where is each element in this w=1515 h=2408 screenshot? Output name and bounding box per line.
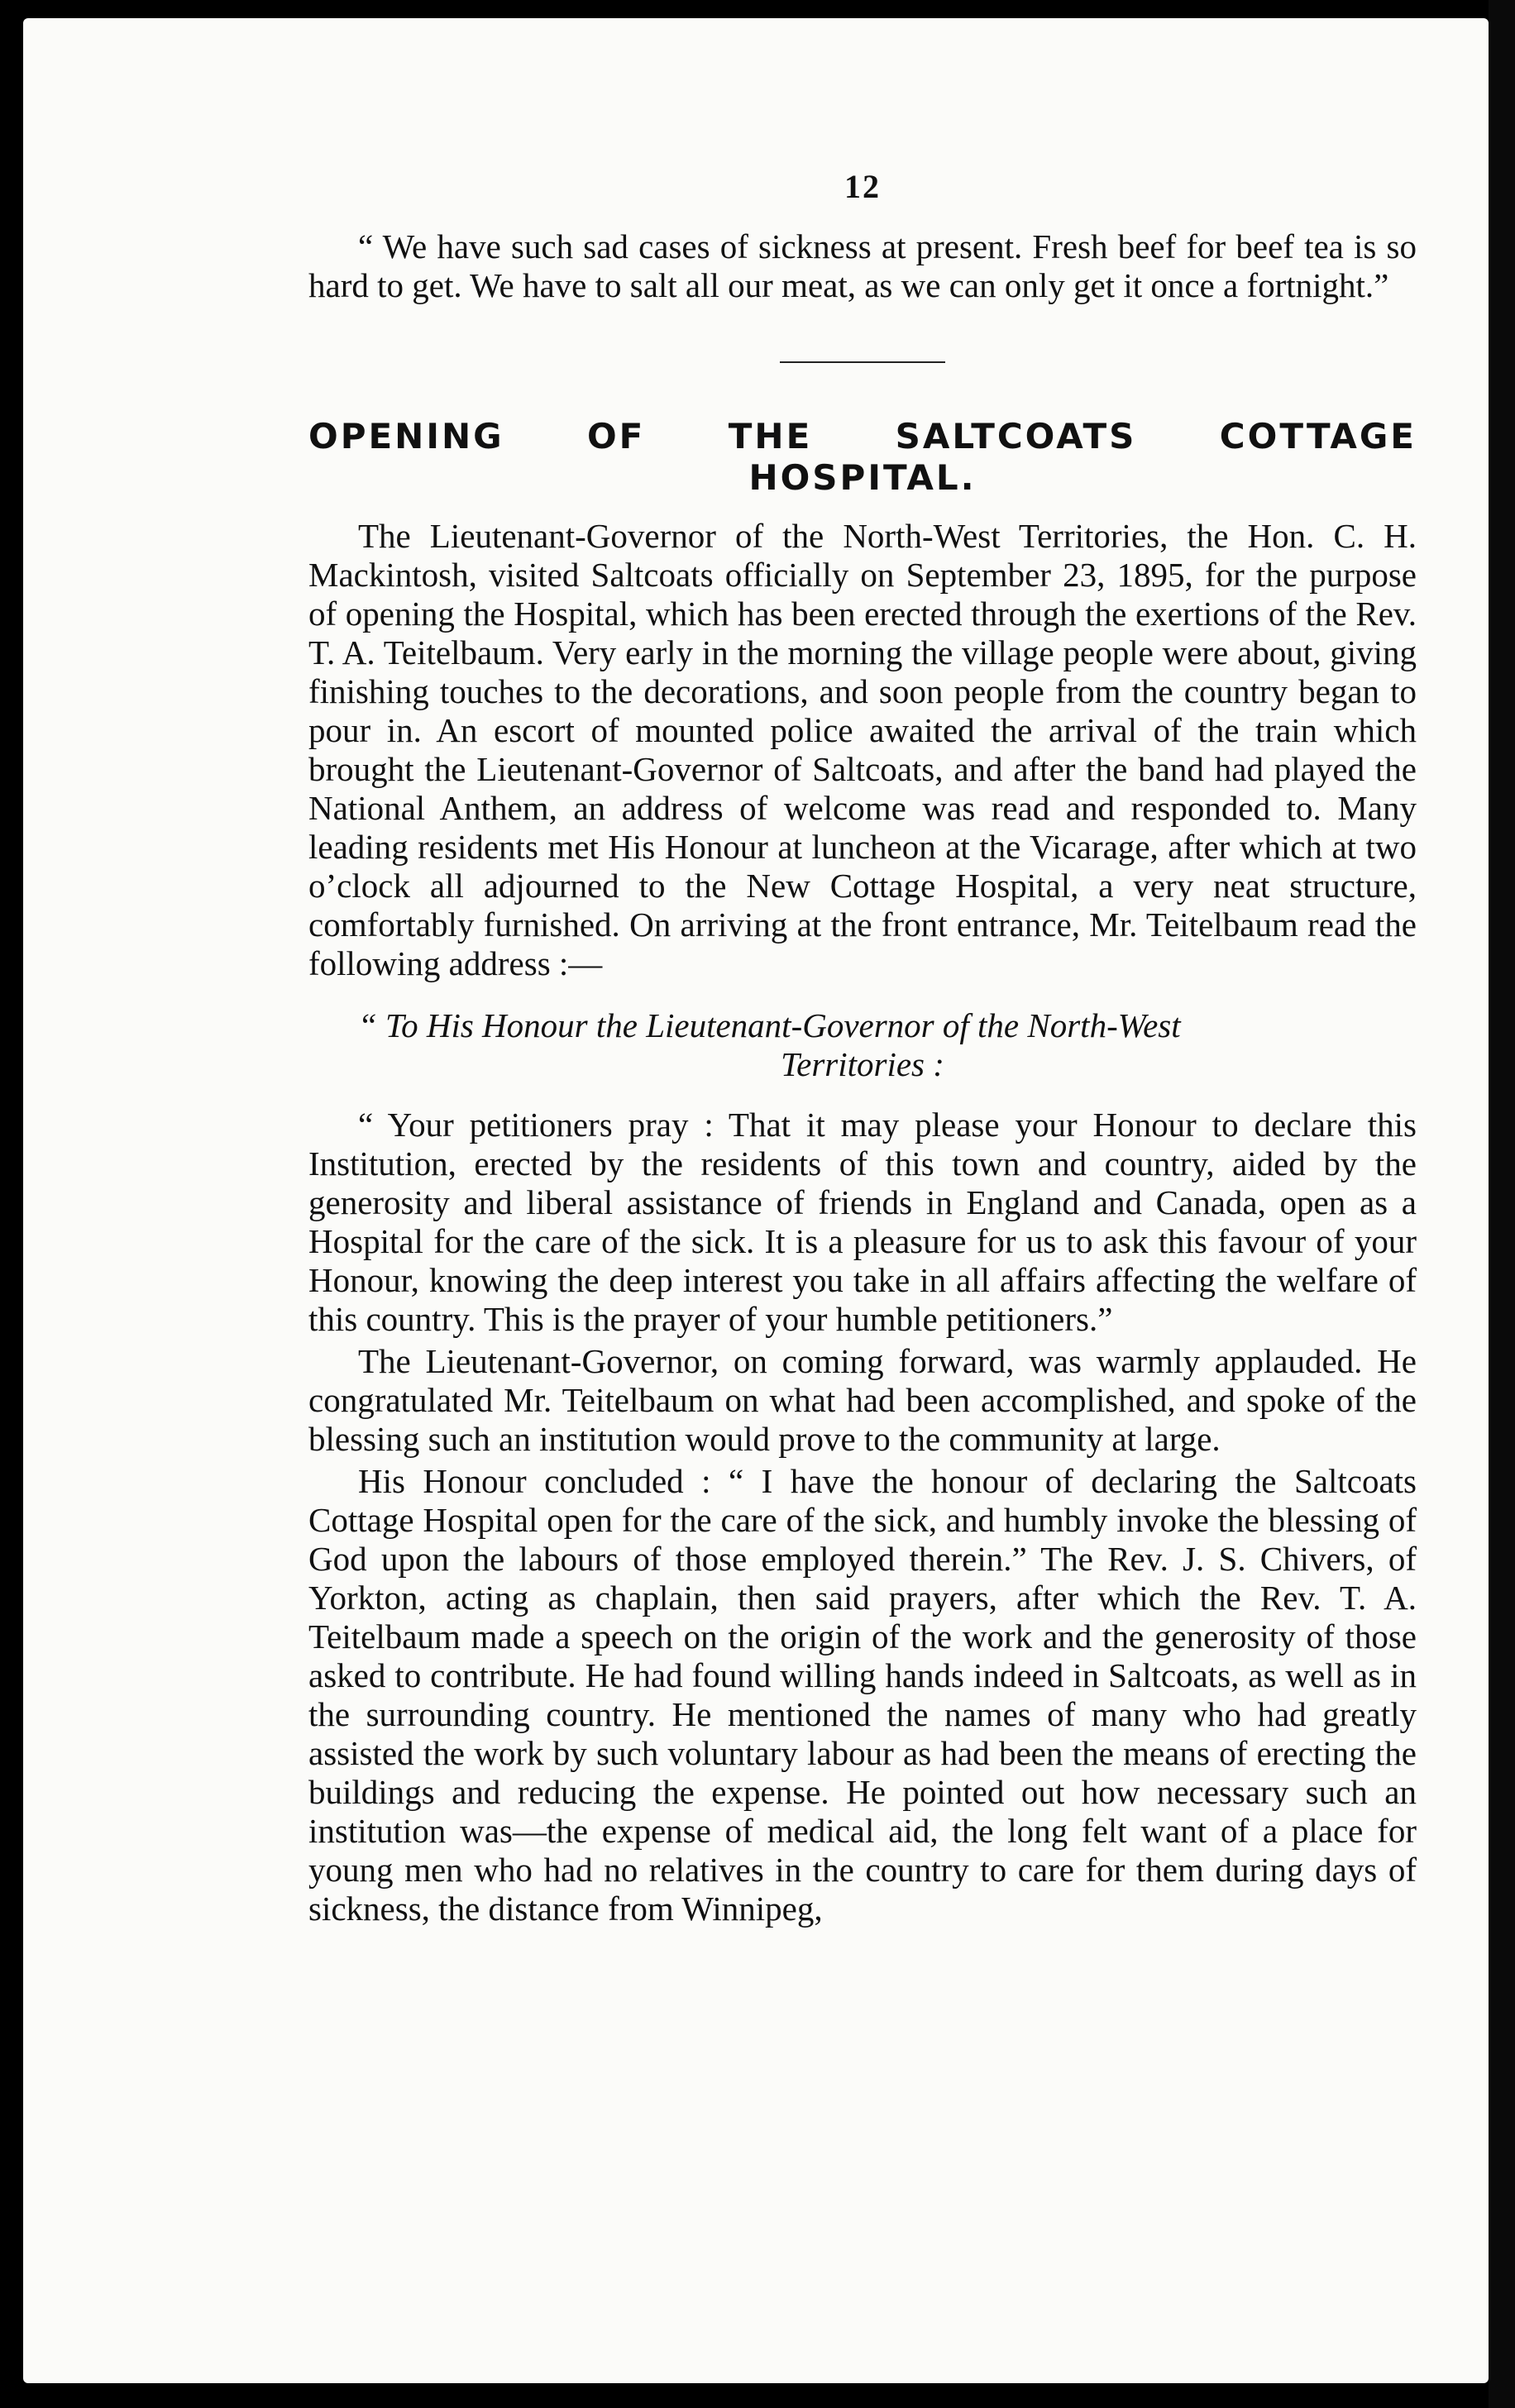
address-heading-line-1: “ To His Honour the Lieutenant-Governor of the North-West <box>358 1006 1181 1044</box>
body-paragraph-3: The Lieutenant-Governor, on coming forward, was warmly applauded. He congratulated Mr. Teitelbaum on what had been accomplished, and spoke of the blessing such an institution would prove to the community at large. <box>308 1342 1417 1458</box>
section-heading-line-1: OPENING OF THE SALTCOATS COTTAGE <box>308 416 1417 456</box>
section-heading-line-2: HOSPITAL. <box>748 457 977 498</box>
page-sheet <box>23 18 1489 2383</box>
body-paragraph-4: His Honour concluded : “ I have the honour of declaring the Saltcoats Cottage Hospital open for the care of the sick, and humbly invoke the blessing of God upon the labours of those employed therein.” The Rev. J. S. Chivers, of Yorkton, acting as chaplain, then said prayers, after which the Rev. T. A. Teitelbaum made a speech on the origin of the work and the generosity of those asked to contribute. He had found willing hands indeed in Saltcoats, as well as in the surrounding country. He mentioned the names of many who had greatly assisted the work by such voluntary labour as had been the means of erecting the buildings and reducing the expense. He pointed out how necessary such an institution was—the expense of medical aid, the long felt want of a place for young men who had no relatives in the country to care for them during days of sickness, the distance from Winnipeg, <box>308 1462 1417 1928</box>
page-content <box>308 167 1417 1928</box>
scan-edge <box>1489 0 1515 2408</box>
opening-quote-paragraph: “ We have such sad cases of sickness at present. Fresh beef for beef tea is so hard to get. We have to salt all our meat, as we can only get it once a fortnight.” <box>308 227 1417 304</box>
section-divider <box>780 361 945 363</box>
petition-paragraph: “ Your petitioners pray : That it may please your Honour to declare this Institution, erected by the residents of this town and country, aided by the generosity and liberal assistance of friends in England and Canada, open as a Hospital for the care of the sick. It is a pleasure for us to ask this favour of your Honour, knowing the deep interest you take in all affairs affecting the welfare of this country. This is the prayer of your humble petitioners.” <box>308 1106 1417 1338</box>
section-heading <box>308 416 1417 499</box>
body-paragraph-1: The Lieutenant-Governor of the North-West Territories, the Hon. C. H. Mackintosh, visited Saltcoats officially on September 23, 1895, for the purpose of opening the Hospital, which has been erected through the exertions of the Rev. T. A. Teitelbaum. Very early in the morning the village people were about, giving finishing touches to the decorations, and soon people from the country began to pour in. An escort of mounted police awaited the arrival of the train which brought the Lieutenant-Governor of Saltcoats, and after the band had played the National Anthem, an address of welcome was read and responded to. Many leading residents met His Honour at luncheon at the Vicarage, after which at two o’clock all adjourned to the New Cottage Hospital, a very neat structure, comfortably furnished. On arriving at the front entrance, Mr. Teitelbaum read the following address :— <box>308 517 1417 982</box>
address-heading <box>308 1006 1417 1084</box>
address-heading-line-2: Territories : <box>781 1045 944 1083</box>
page-number: 12 <box>844 168 881 205</box>
